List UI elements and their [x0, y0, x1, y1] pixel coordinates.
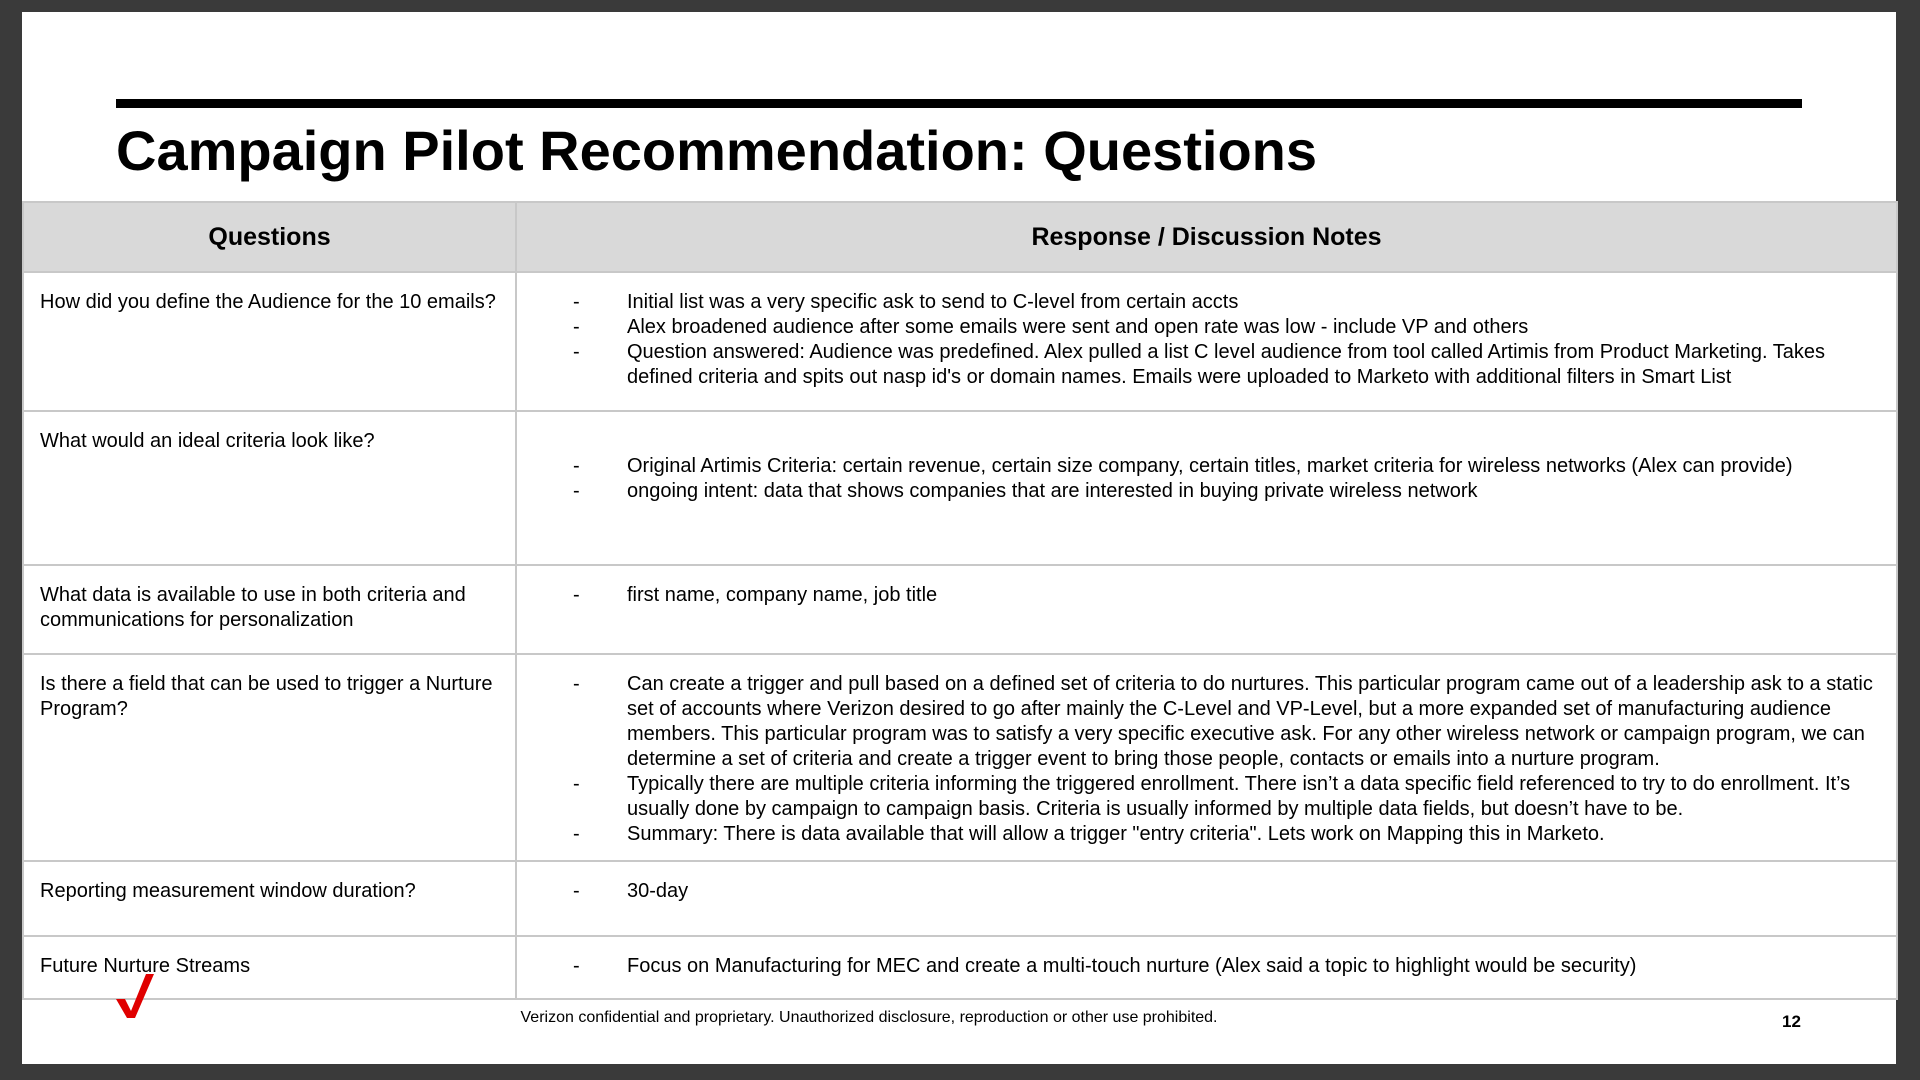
bullet-dash: - [573, 773, 580, 795]
table-row [23, 272, 1897, 411]
note-item [573, 454, 1878, 479]
question-cell: How did you define the Audience for the 10 emails? [23, 272, 516, 411]
note-item [573, 290, 1878, 315]
note-item [573, 879, 1878, 904]
question-cell: What data is available to use in both criteria and communications for personalization [23, 565, 516, 654]
note-item [573, 772, 1878, 822]
questions-column-header: Questions [23, 202, 516, 272]
note-item [573, 672, 1878, 772]
table-row [23, 654, 1897, 861]
response-cell [516, 654, 1897, 861]
bullet-dash: - [573, 673, 580, 695]
response-cell [516, 411, 1897, 565]
bullet-dash: - [573, 341, 580, 363]
note-item [573, 583, 1878, 608]
question-cell: What would an ideal criteria look like? [23, 411, 516, 565]
note-item [573, 479, 1878, 504]
title-rule [116, 99, 1802, 108]
note-item [573, 340, 1878, 390]
footer-text: Verizon confidential and proprietary. Unauthorized disclosure, reproduction or other use prohibited. [520, 1009, 1218, 1026]
question-cell: Is there a field that can be used to trigger a Nurture Program? [23, 654, 516, 861]
response-cell [516, 565, 1897, 654]
table-row [23, 861, 1897, 936]
slide [22, 12, 1896, 1064]
bullet-dash: - [573, 291, 580, 313]
note-text: first name, company name, job title [627, 584, 938, 606]
bullet-dash: - [573, 316, 580, 338]
note-text: Original Artimis Criteria: certain revenue, certain size company, certain titles, market criteria for wireless networks (Alex can provide) [627, 455, 1793, 477]
bullet-dash: - [573, 955, 580, 977]
response-cell [516, 936, 1897, 999]
note-item [573, 822, 1878, 847]
note-text: Initial list was a very specific ask to send to C-level from certain accts [627, 291, 1239, 313]
bullet-dash: - [573, 823, 580, 845]
note-text: Focus on Manufacturing for MEC and create a multi-touch nurture (Alex said a topic to highlight would be security) [627, 955, 1637, 977]
note-text: Can create a trigger and pull based on a defined set of criteria to do nurtures. This particular program came out of a leadership ask to a static set of accounts where Verizon desired to go after mainly the C-Level and VP-Level, but a more expanded set of manufacturing audience members. This particular program was to satisfy a very specific executive ask. For any other wireless network or campaign program, we can determine a set of criteria and create a trigger event to bring those people, contacts or emails into a nurture program. [627, 673, 1873, 770]
bullet-dash: - [573, 880, 580, 902]
table-row [23, 411, 1897, 565]
page-number: 12 [1782, 1012, 1801, 1031]
footer-disclaimer [22, 1009, 1896, 1027]
questions-table [22, 201, 1898, 1000]
notes-list [573, 583, 1878, 608]
response-cell [516, 861, 1897, 936]
table-header-row [23, 202, 1897, 272]
notes-list [573, 672, 1878, 847]
bullet-dash: - [573, 584, 580, 606]
notes-list [573, 454, 1878, 504]
responses-column-header: Response / Discussion Notes [516, 202, 1897, 272]
question-cell: Future Nurture Streams [23, 936, 516, 999]
notes-list [573, 290, 1878, 390]
note-text: 30-day [627, 880, 689, 902]
note-item [573, 315, 1878, 340]
question-cell: Reporting measurement window duration? [23, 861, 516, 936]
note-text: Summary: There is data available that will allow a trigger "entry criteria". Lets work on Mapping this in Marketo. [627, 823, 1605, 845]
note-text: Question answered: Audience was predefined. Alex pulled a list C level audience from tool called Artimis from Product Marketing. Takes defined criteria and spits out nasp id's or domain names. Emails were uploaded to Marketo with additional filters in Smart List [627, 341, 1826, 388]
note-text: Alex broadened audience after some emails were sent and open rate was low - include VP and others [627, 316, 1529, 338]
response-cell [516, 272, 1897, 411]
notes-list [573, 954, 1878, 979]
notes-list [573, 879, 1878, 904]
note-item [573, 954, 1878, 979]
page-title: Campaign Pilot Recommendation: Questions [116, 119, 1318, 182]
bullet-dash: - [573, 455, 580, 477]
bullet-dash: - [573, 480, 580, 502]
table-row [23, 565, 1897, 654]
note-text: ongoing intent: data that shows companies that are interested in buying private wireless network [627, 480, 1478, 502]
note-text: Typically there are multiple criteria informing the triggered enrollment. There isn’t a data specific field referenced to try to do enrollment. It’s usually done by campaign to campaign basis. Criteria is usually informed by multiple data fields, but doesn’t have to be. [627, 773, 1851, 820]
table-row [23, 936, 1897, 999]
